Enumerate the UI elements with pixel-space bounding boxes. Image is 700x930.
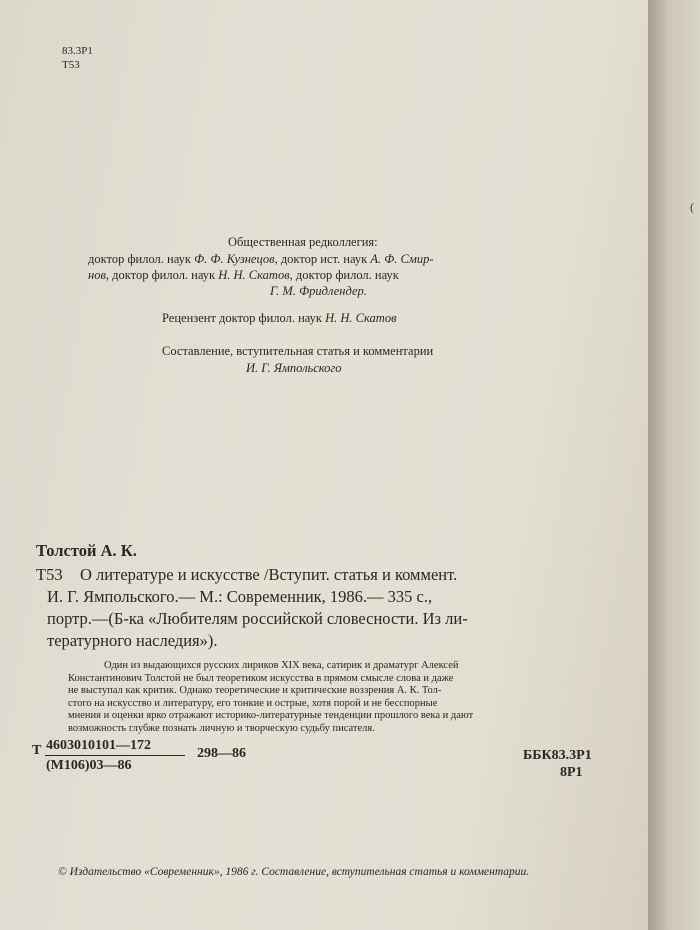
annotation-line-5: мнения и оценки ярко отражают историко-литературные тенденции прошлого века и дают [68, 710, 474, 721]
compilation-name: И. Г. Ямпольского [246, 361, 342, 375]
board-person: Ф. Ф. Кузнецов [194, 252, 275, 266]
reviewer-line [162, 311, 397, 326]
price-letter: Т [32, 743, 42, 758]
editorial-board-line-3: Г. М. Фридлендер. [270, 284, 367, 298]
next-page-char: ( [690, 200, 694, 214]
compilation-credit [162, 343, 433, 377]
catalog-title-line-1: О литературе и искусстве /Вступит. статья и коммент. [80, 565, 458, 584]
classification-code-bbk: 83.3Р1 [62, 45, 93, 57]
catalog-code: Т53 [36, 565, 63, 584]
board-text: , доктор филол. наук [289, 268, 399, 282]
classification-code-author: Т53 [62, 59, 80, 71]
compilation-line: Составление, вступительная статья и комментарии [162, 344, 434, 358]
board-text: доктор филол. наук [88, 252, 195, 266]
copyright-line: © Издательство «Современник», 1986 г. Составление, вступительная статья и комментарии. [58, 866, 530, 878]
classification-codes [62, 44, 93, 72]
bbk-code-2: 8Р1 [560, 765, 583, 780]
annotation-line-2: Константинович Толстой не был теоретиком искусства в прямом смысле слова и даже [68, 672, 454, 684]
editorial-board-title: Общественная редколлегия: [228, 235, 378, 249]
annotation-line-1: Один из выдающихся русских лириков XIX века, сатирик и драматург Алексей [104, 660, 459, 671]
bbk-code: ББК83.3Р1 [523, 748, 592, 763]
board-person: А. Ф. Смир- [370, 252, 434, 266]
reviewer-prefix: Рецензент доктор филол. наук [162, 311, 326, 325]
price-number: 298—86 [197, 746, 246, 761]
catalog-author: Толстой А. К. [36, 541, 137, 560]
catalog-title-line-2: И. Г. Ямпольского.— М.: Современник, 1986.— 335 с., [47, 587, 433, 606]
board-person: Н. Н. Скатов [218, 268, 290, 282]
annotation-line-4: стого на искусство и литературу, его тонкие и острые, хотя порой и не бесспорные [68, 697, 438, 709]
board-text: , доктор филол. наук [105, 268, 219, 282]
catalog-title-line-4: тературного наследия»). [47, 631, 218, 650]
annotation-line-6: возможность глубже познать личную и творческую судьбу писателя. [68, 722, 375, 734]
reviewer-name: Н. Н. Скатов [325, 311, 397, 325]
next-page-edge [648, 0, 700, 930]
catalog-title-line-3: портр.—(Б-ка «Любителям российской словесности. Из ли- [47, 609, 468, 628]
annotation-line-3: не выступал как критик. Однако теоретические и критические воззрения А. К. Тол- [68, 685, 442, 696]
price-fraction-line [45, 755, 185, 756]
board-person: нов [88, 268, 106, 282]
price-denominator: (М106)03—86 [46, 758, 132, 773]
editorial-board-line-2 [88, 267, 399, 283]
price-numerator: 4603010101—172 [46, 738, 151, 753]
editorial-board-line-1 [88, 251, 434, 267]
board-text: , доктор ист. наук [274, 252, 371, 266]
